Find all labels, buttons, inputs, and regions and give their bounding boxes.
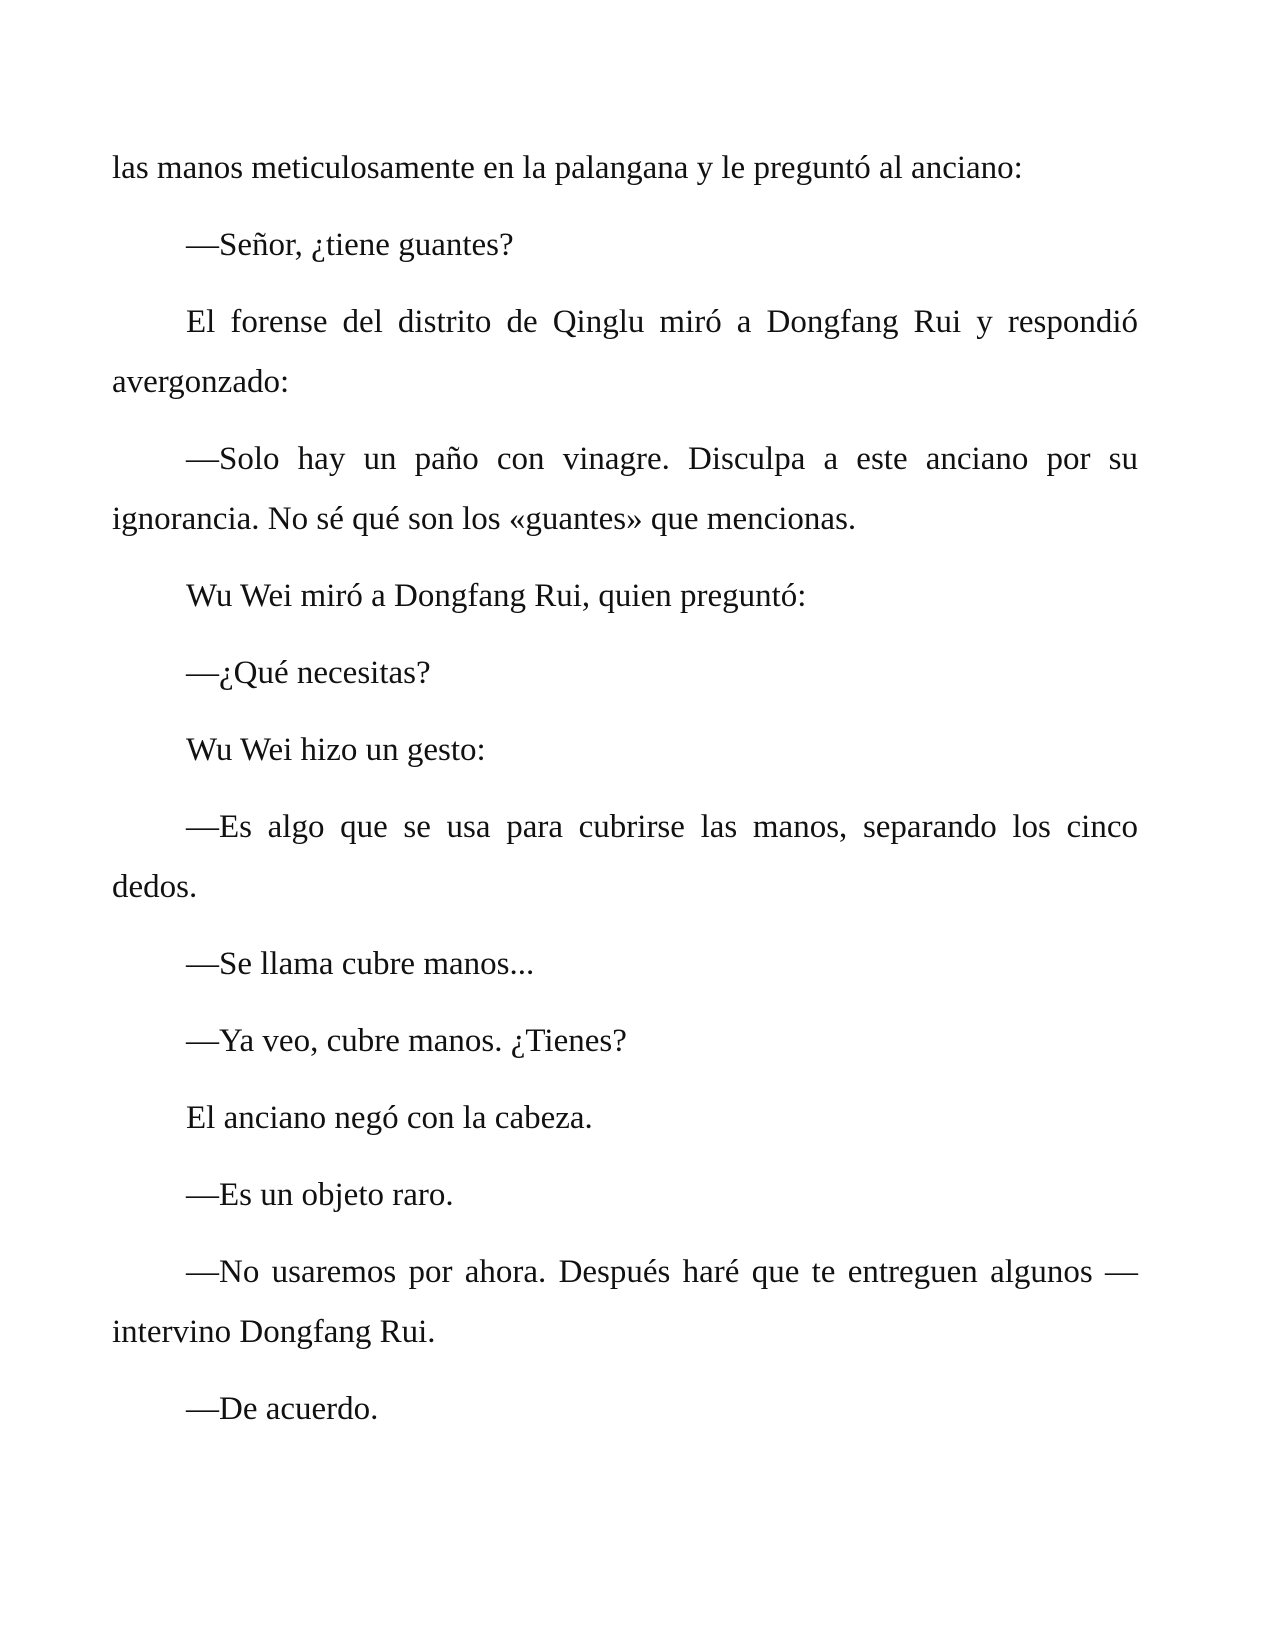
paragraph-12: —Es un objeto raro.	[186, 1177, 454, 1213]
paragraph-5: Wu Wei miró a Dongfang Rui, quien preguntó:	[186, 578, 807, 614]
paragraph-1: las manos meticulosamente en la palangana y le preguntó al anciano:	[112, 150, 1023, 186]
paragraph-13: —No usaremos por ahora. Después haré que te entreguen algunos —intervino Dongfang Rui.	[112, 1254, 1138, 1350]
paragraph-8: —Es algo que se usa para cubrirse las manos, separando los cinco dedos.	[112, 809, 1138, 905]
paragraph-3: El forense del distrito de Qinglu miró a Dongfang Rui y respondió avergonzado:	[112, 304, 1138, 400]
paragraph-4: —Solo hay un paño con vinagre. Disculpa a este anciano por su ignorancia. No sé qué son los «guantes» que mencionas.	[112, 441, 1138, 537]
document-page	[112, 138, 1138, 1456]
paragraph-6: —¿Qué necesitas?	[186, 655, 431, 691]
paragraph-14: —De acuerdo.	[186, 1391, 379, 1427]
paragraph-7: Wu Wei hizo un gesto:	[186, 732, 486, 768]
paragraph-11: El anciano negó con la cabeza.	[186, 1100, 593, 1136]
paragraph-2: —Señor, ¿tiene guantes?	[186, 227, 514, 263]
paragraph-9: —Se llama cubre manos...	[186, 946, 535, 982]
paragraph-10: —Ya veo, cubre manos. ¿Tienes?	[186, 1023, 627, 1059]
